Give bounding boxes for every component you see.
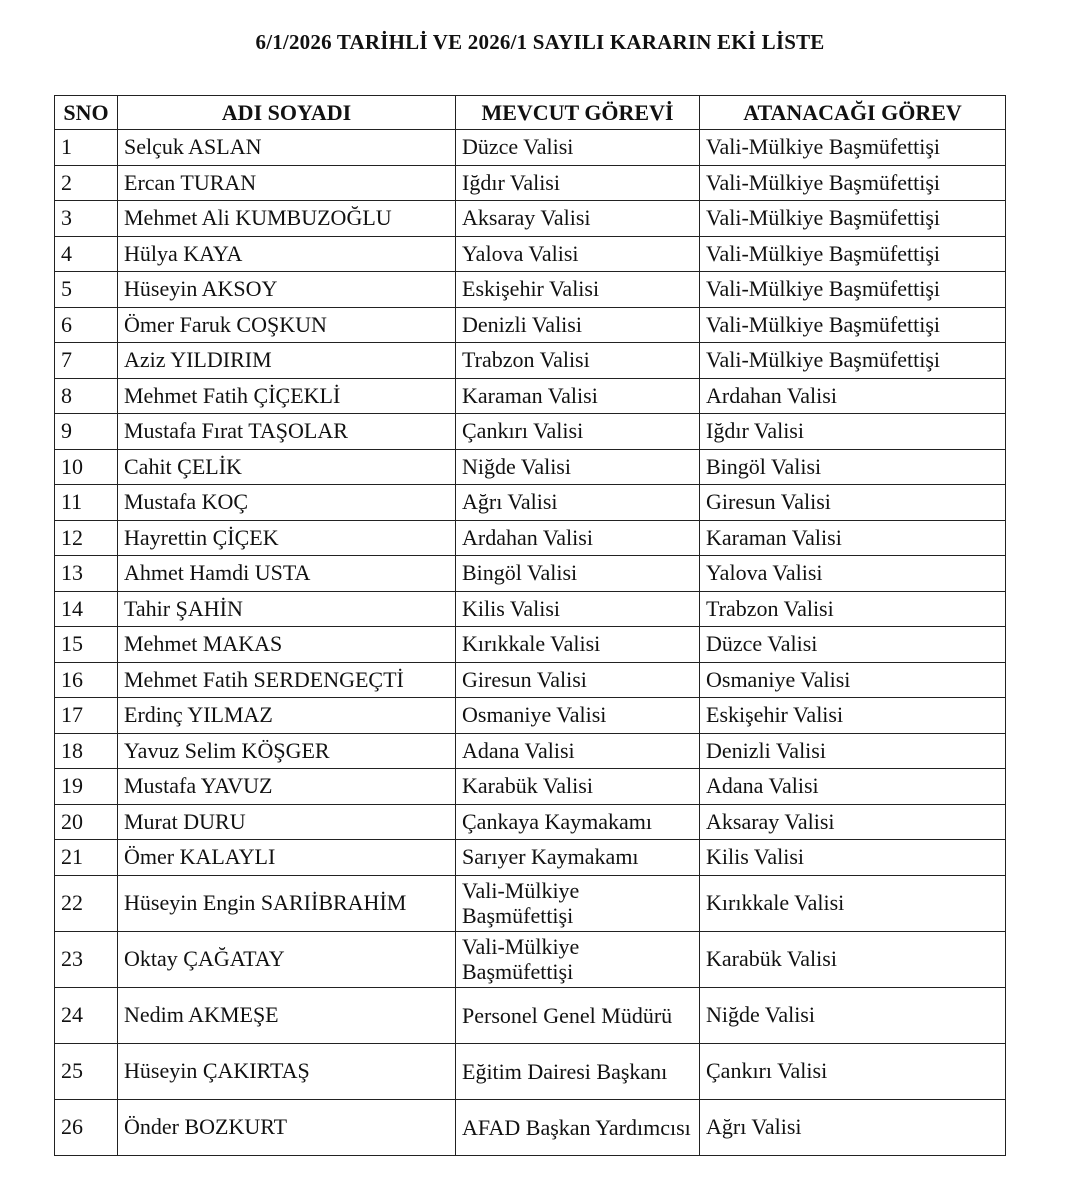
cell-assigned-post: Niğde Valisi [700, 987, 1006, 1043]
cell-assigned-post: Ardahan Valisi [700, 378, 1006, 414]
cell-name: Mustafa KOÇ [118, 485, 456, 521]
table-row [55, 840, 1006, 876]
cell-current-post: Denizli Valisi [456, 307, 700, 343]
table-row [55, 307, 1006, 343]
cell-name: Ömer KALAYLI [118, 840, 456, 876]
cell-assigned-post: Düzce Valisi [700, 627, 1006, 663]
cell-assigned-post: Trabzon Valisi [700, 591, 1006, 627]
cell-current-post: Düzce Valisi [456, 130, 700, 166]
cell-name: Erdinç YILMAZ [118, 698, 456, 734]
cell-sno: 9 [55, 414, 118, 450]
cell-sno: 21 [55, 840, 118, 876]
table-row [55, 627, 1006, 663]
cell-name: Hüseyin ÇAKIRTAŞ [118, 1043, 456, 1099]
cell-name: Oktay ÇAĞATAY [118, 931, 456, 987]
table-row [55, 931, 1006, 987]
table-row [55, 556, 1006, 592]
table-row [55, 1099, 1006, 1155]
table-row [55, 236, 1006, 272]
table-row [55, 875, 1006, 931]
cell-current-post: Yalova Valisi [456, 236, 700, 272]
cell-assigned-post: Giresun Valisi [700, 485, 1006, 521]
cell-assigned-post: Denizli Valisi [700, 733, 1006, 769]
cell-assigned-post: Yalova Valisi [700, 556, 1006, 592]
cell-name: Hüseyin Engin SARIİBRAHİM [118, 875, 456, 931]
cell-sno: 14 [55, 591, 118, 627]
cell-name: Mehmet Fatih SERDENGEÇTİ [118, 662, 456, 698]
cell-sno: 10 [55, 449, 118, 485]
cell-assigned-post: Iğdır Valisi [700, 414, 1006, 450]
cell-sno: 24 [55, 987, 118, 1043]
cell-current-post: Bingöl Valisi [456, 556, 700, 592]
header-name: ADI SOYADI [118, 96, 456, 130]
cell-current-post: Eskişehir Valisi [456, 272, 700, 308]
cell-name: Önder BOZKURT [118, 1099, 456, 1155]
table-row [55, 733, 1006, 769]
cell-assigned-post: Kilis Valisi [700, 840, 1006, 876]
cell-name: Hülya KAYA [118, 236, 456, 272]
cell-assigned-post: Karaman Valisi [700, 520, 1006, 556]
cell-sno: 15 [55, 627, 118, 663]
cell-current-post: Karaman Valisi [456, 378, 700, 414]
cell-assigned-post: Bingöl Valisi [700, 449, 1006, 485]
table-row [55, 414, 1006, 450]
table-body [55, 130, 1006, 1156]
table-row [55, 165, 1006, 201]
table-row [55, 378, 1006, 414]
cell-name: Mustafa Fırat TAŞOLAR [118, 414, 456, 450]
cell-current-post: Çankırı Valisi [456, 414, 700, 450]
cell-name: Ercan TURAN [118, 165, 456, 201]
table-row [55, 485, 1006, 521]
cell-sno: 19 [55, 769, 118, 805]
cell-assigned-post: Vali-Mülkiye Başmüfettişi [700, 236, 1006, 272]
table-row [55, 987, 1006, 1043]
cell-sno: 20 [55, 804, 118, 840]
cell-sno: 12 [55, 520, 118, 556]
cell-sno: 5 [55, 272, 118, 308]
cell-name: Aziz YILDIRIM [118, 343, 456, 379]
cell-name: Hayrettin ÇİÇEK [118, 520, 456, 556]
cell-assigned-post: Vali-Mülkiye Başmüfettişi [700, 130, 1006, 166]
table-row [55, 449, 1006, 485]
cell-current-post: AFAD Başkan Yardımcısı [456, 1099, 700, 1155]
cell-sno: 6 [55, 307, 118, 343]
cell-assigned-post: Eskişehir Valisi [700, 698, 1006, 734]
cell-sno: 1 [55, 130, 118, 166]
cell-name: Mehmet Fatih ÇİÇEKLİ [118, 378, 456, 414]
cell-current-post: Vali-Mülkiye Başmüfettişi [456, 875, 700, 931]
table-row [55, 272, 1006, 308]
cell-sno: 3 [55, 201, 118, 237]
cell-sno: 8 [55, 378, 118, 414]
cell-name: Ömer Faruk COŞKUN [118, 307, 456, 343]
cell-current-post: Niğde Valisi [456, 449, 700, 485]
cell-assigned-post: Vali-Mülkiye Başmüfettişi [700, 165, 1006, 201]
cell-name: Selçuk ASLAN [118, 130, 456, 166]
cell-current-post: Trabzon Valisi [456, 343, 700, 379]
cell-assigned-post: Vali-Mülkiye Başmüfettişi [700, 307, 1006, 343]
cell-current-post: Giresun Valisi [456, 662, 700, 698]
cell-name: Hüseyin AKSOY [118, 272, 456, 308]
cell-name: Cahit ÇELİK [118, 449, 456, 485]
cell-sno: 13 [55, 556, 118, 592]
cell-current-post: Ardahan Valisi [456, 520, 700, 556]
table-header-row [55, 96, 1006, 130]
cell-current-post: Ağrı Valisi [456, 485, 700, 521]
table-row [55, 769, 1006, 805]
table-row [55, 698, 1006, 734]
cell-current-post: Kilis Valisi [456, 591, 700, 627]
cell-assigned-post: Vali-Mülkiye Başmüfettişi [700, 201, 1006, 237]
cell-sno: 17 [55, 698, 118, 734]
cell-assigned-post: Kırıkkale Valisi [700, 875, 1006, 931]
cell-sno: 26 [55, 1099, 118, 1155]
cell-name: Tahir ŞAHİN [118, 591, 456, 627]
cell-current-post: Iğdır Valisi [456, 165, 700, 201]
cell-assigned-post: Osmaniye Valisi [700, 662, 1006, 698]
cell-assigned-post: Adana Valisi [700, 769, 1006, 805]
cell-assigned-post: Ağrı Valisi [700, 1099, 1006, 1155]
cell-sno: 23 [55, 931, 118, 987]
appointment-table [54, 95, 1006, 1156]
cell-name: Mehmet Ali KUMBUZOĞLU [118, 201, 456, 237]
cell-current-post: Aksaray Valisi [456, 201, 700, 237]
cell-sno: 11 [55, 485, 118, 521]
cell-name: Murat DURU [118, 804, 456, 840]
cell-sno: 18 [55, 733, 118, 769]
cell-sno: 4 [55, 236, 118, 272]
table-row [55, 591, 1006, 627]
table-row [55, 520, 1006, 556]
table-row [55, 130, 1006, 166]
header-sno: SNO [55, 96, 118, 130]
cell-current-post: Kırıkkale Valisi [456, 627, 700, 663]
cell-name: Yavuz Selim KÖŞGER [118, 733, 456, 769]
table-row [55, 201, 1006, 237]
cell-assigned-post: Vali-Mülkiye Başmüfettişi [700, 343, 1006, 379]
table-row [55, 662, 1006, 698]
cell-sno: 2 [55, 165, 118, 201]
cell-name: Ahmet Hamdi USTA [118, 556, 456, 592]
table-row [55, 1043, 1006, 1099]
cell-assigned-post: Vali-Mülkiye Başmüfettişi [700, 272, 1006, 308]
table-row [55, 804, 1006, 840]
cell-current-post: Eğitim Dairesi Başkanı [456, 1043, 700, 1099]
cell-current-post: Adana Valisi [456, 733, 700, 769]
cell-current-post: Vali-Mülkiye Başmüfettişi [456, 931, 700, 987]
header-current-post: MEVCUT GÖREVİ [456, 96, 700, 130]
cell-sno: 16 [55, 662, 118, 698]
header-assigned-post: ATANACAĞI GÖREV [700, 96, 1006, 130]
cell-name: Mustafa YAVUZ [118, 769, 456, 805]
cell-current-post: Personel Genel Müdürü [456, 987, 700, 1043]
cell-name: Nedim AKMEŞE [118, 987, 456, 1043]
cell-assigned-post: Çankırı Valisi [700, 1043, 1006, 1099]
cell-sno: 25 [55, 1043, 118, 1099]
cell-assigned-post: Karabük Valisi [700, 931, 1006, 987]
table-row [55, 343, 1006, 379]
cell-name: Mehmet MAKAS [118, 627, 456, 663]
cell-sno: 22 [55, 875, 118, 931]
cell-current-post: Sarıyer Kaymakamı [456, 840, 700, 876]
cell-current-post: Osmaniye Valisi [456, 698, 700, 734]
cell-current-post: Çankaya Kaymakamı [456, 804, 700, 840]
document-title: 6/1/2026 TARİHLİ VE 2026/1 SAYILI KARARIN EKİ LİSTE [255, 30, 825, 54]
cell-assigned-post: Aksaray Valisi [700, 804, 1006, 840]
cell-current-post: Karabük Valisi [456, 769, 700, 805]
cell-sno: 7 [55, 343, 118, 379]
